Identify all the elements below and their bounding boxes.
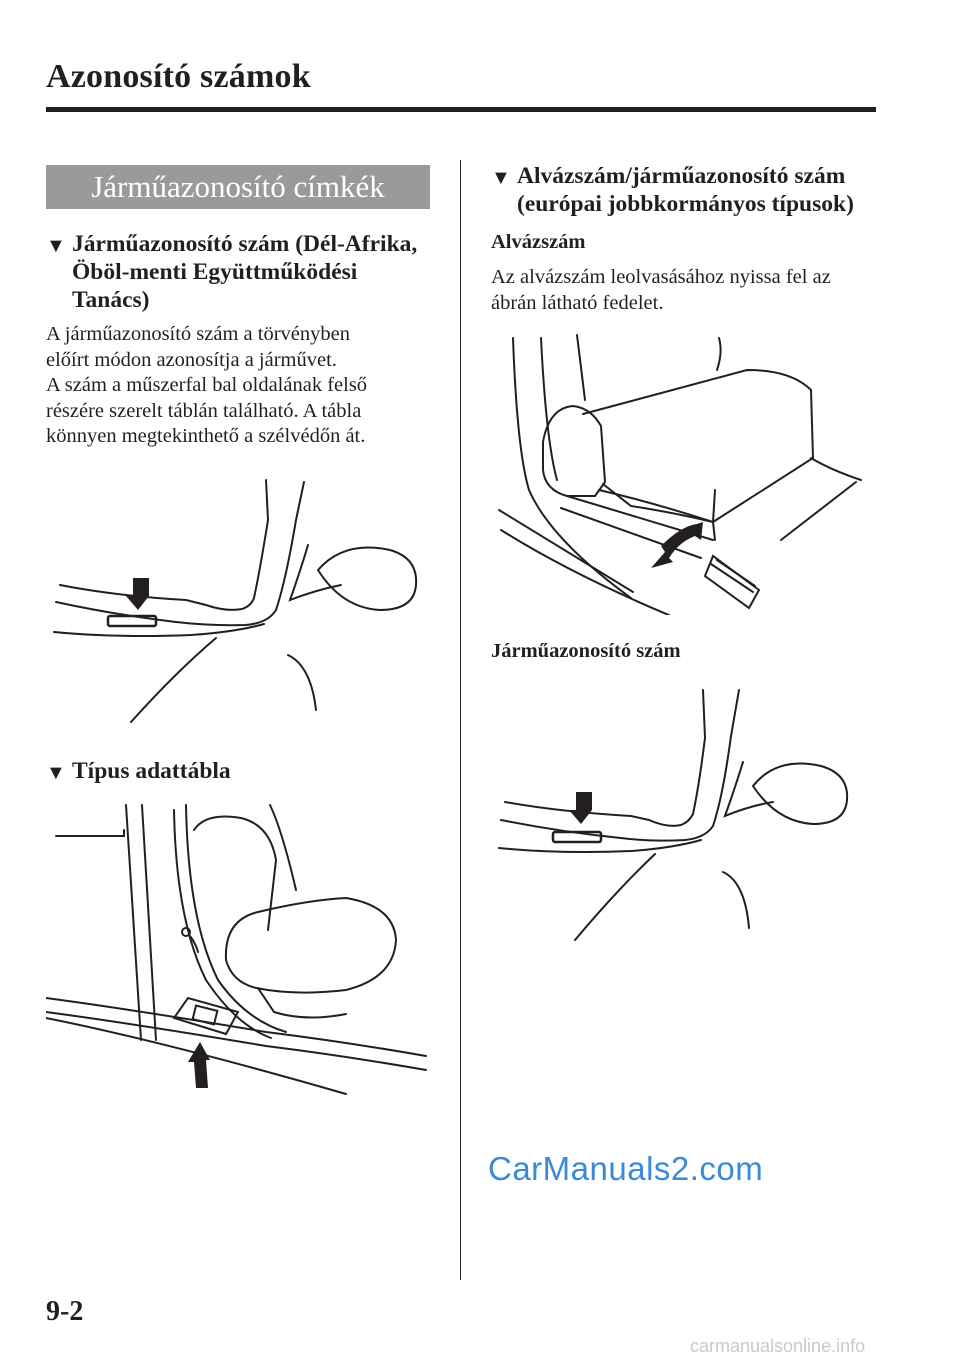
- column-divider: [460, 160, 461, 1280]
- paragraph-line: A szám a műszerfal bal oldalának felső: [46, 374, 368, 396]
- heading-line: Öböl-menti Együttműködési: [72, 259, 358, 285]
- heading-line: (európai jobbkormányos típusok): [517, 191, 854, 217]
- page-number: 9-2: [46, 1296, 84, 1327]
- paragraph-vin-description: [46, 322, 446, 450]
- triangle-marker-icon: ▼: [46, 235, 66, 257]
- paragraph-chassis-description: [491, 265, 911, 316]
- heading-line: Típus adattábla: [72, 758, 231, 784]
- heading-line: Tanács): [72, 287, 150, 313]
- subheading-chassis-number: Alvázszám: [491, 231, 586, 253]
- paragraph-line: A járműazonosító szám a törvényben: [46, 323, 350, 345]
- heading-type-plate: [46, 757, 446, 785]
- illustration-type-plate-pillar: [46, 800, 431, 1100]
- triangle-marker-icon: ▼: [46, 762, 66, 784]
- heading-line: Járműazonosító szám (Dél-Afrika,: [72, 231, 418, 257]
- watermark-carmanuals: CarManuals2.com: [488, 1150, 764, 1187]
- illustration-dashboard-vin-plate: [46, 460, 446, 730]
- heading-line: Alvázszám/járműazonosító szám: [517, 163, 846, 189]
- section-banner: Járműazonosító címkék: [46, 165, 430, 209]
- triangle-marker-icon: ▼: [491, 167, 511, 189]
- paragraph-line: ábrán látható fedelet.: [491, 291, 664, 314]
- watermark-site: carmanualsonline.info: [690, 1336, 866, 1356]
- header-rule: [46, 107, 876, 112]
- illustration-dashboard-vin-right: [491, 682, 881, 952]
- paragraph-line: könnyen megtekinthető a szélvédőn át.: [46, 425, 366, 447]
- illustration-chassis-cover: [491, 330, 881, 615]
- paragraph-line: részére szerelt táblán található. A tábla: [46, 399, 362, 422]
- paragraph-line: Az alvázszám leolvasásához nyissa fel az: [491, 266, 831, 288]
- heading-chassis-vin-europe: [491, 162, 911, 218]
- paragraph-line: előírt módon azonosítja a járművet.: [46, 348, 337, 371]
- heading-vin-south-africa: [46, 230, 446, 314]
- page-header-title: Azonosító számok: [46, 58, 311, 95]
- subheading-vin: Járműazonosító szám: [491, 640, 681, 662]
